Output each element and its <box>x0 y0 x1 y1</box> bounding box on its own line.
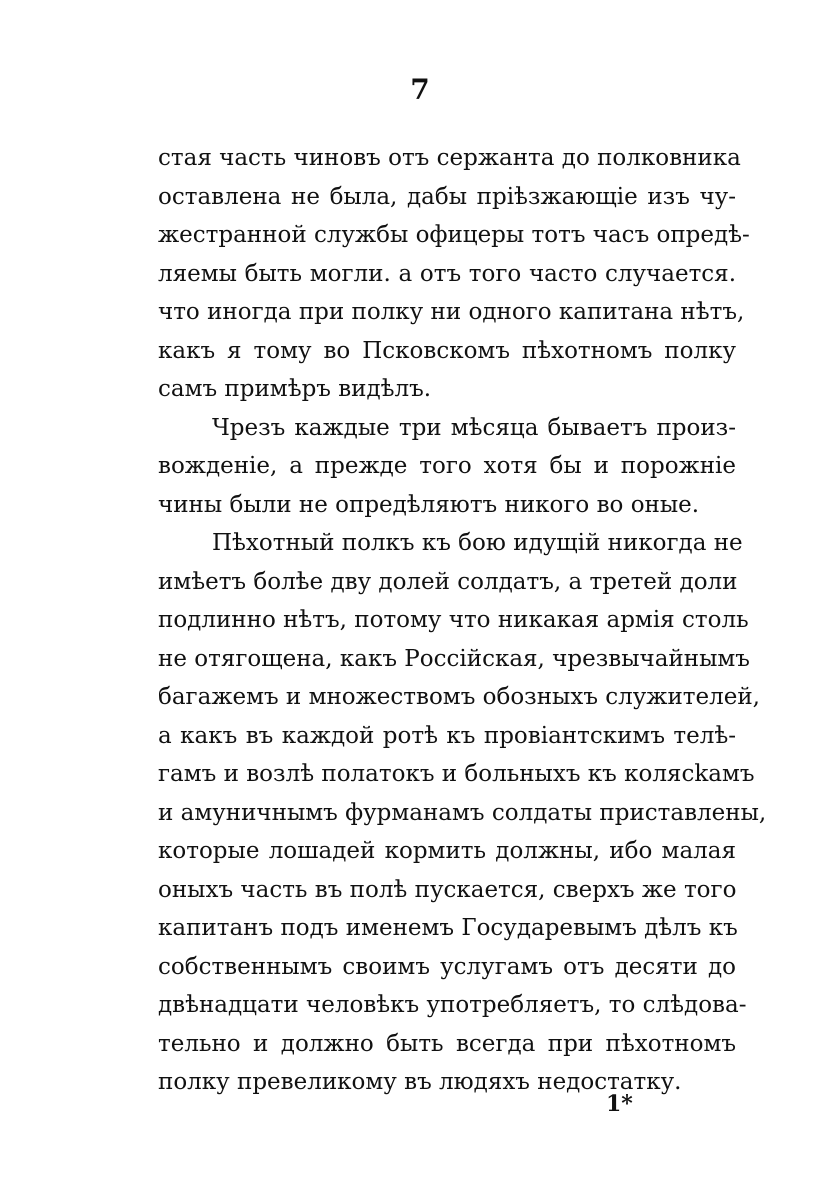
paragraph-start-line: Чрезъ каждые три мѣсяца бываетъ произ- <box>212 414 736 441</box>
text-line: оставлена не была, дабы пріѣзжающіе изъ чу- <box>158 183 736 210</box>
text-line: багажемъ и множествомъ обозныхъ служителей, <box>158 684 760 710</box>
paragraph-start-line: Пѣхотный полкъ къ бою идущій никогда не <box>212 530 743 556</box>
text-line: чины были не опредѣляютъ никого во оные. <box>158 491 700 518</box>
printer-signature-mark: 1* <box>606 1091 633 1117</box>
text-line: оныхъ часть въ полѣ пускается, сверхъ же того <box>158 876 737 903</box>
page-number: 7 <box>410 73 430 106</box>
text-line: какъ я тому во Псковскомъ пѣхотномъ полку <box>158 337 736 364</box>
text-line: вожденіе, а прежде того хотя бы и порожніе <box>158 453 736 479</box>
body-text <box>158 139 767 1102</box>
text-line: имѣетъ болѣе дву долей солдатъ, а третей доли <box>158 568 738 595</box>
text-line: собственнымъ своимъ услугамъ отъ десяти до <box>158 953 736 980</box>
text-line: не отягощена, какъ Россійская, чрезвычайнымъ <box>158 645 750 672</box>
text-line: а какъ въ каждой ротѣ къ провіантскимъ телѣ- <box>158 722 736 749</box>
text-line: которые лошадей кормить должны, ибо малая <box>158 838 736 864</box>
text-line: самъ примѣръ видѣлъ. <box>158 376 432 402</box>
text-line: ляемы быть могли. а отъ того часто случается. <box>158 260 736 287</box>
text-line: тельно и должно быть всегда при пѣхотномъ <box>158 1030 736 1057</box>
text-line: стая часть чиновъ отъ сержанта до полковника <box>158 145 741 171</box>
text-line: капитанъ подъ именемъ Государевымъ дѣлъ къ <box>158 915 738 941</box>
text-line: жестранной службы офицеры тотъ часъ опредѣ- <box>158 222 750 248</box>
text-line: и амуничнымъ фурманамъ солдаты приставлены, <box>158 799 767 826</box>
text-line: гамъ и возлѣ полатокъ и больныхъ къ колясkамъ <box>158 761 755 787</box>
text-line: что иногда при полку ни одного капитана нѣтъ, <box>158 299 745 325</box>
text-line: двѣнадцати человѣкъ употребляетъ, то слѣдова- <box>158 992 747 1018</box>
text-line: подлинно нѣтъ, потому что никакая армія столь <box>158 607 749 633</box>
text-line: полку превеликому въ людяхъ недостатку. <box>158 1069 682 1095</box>
